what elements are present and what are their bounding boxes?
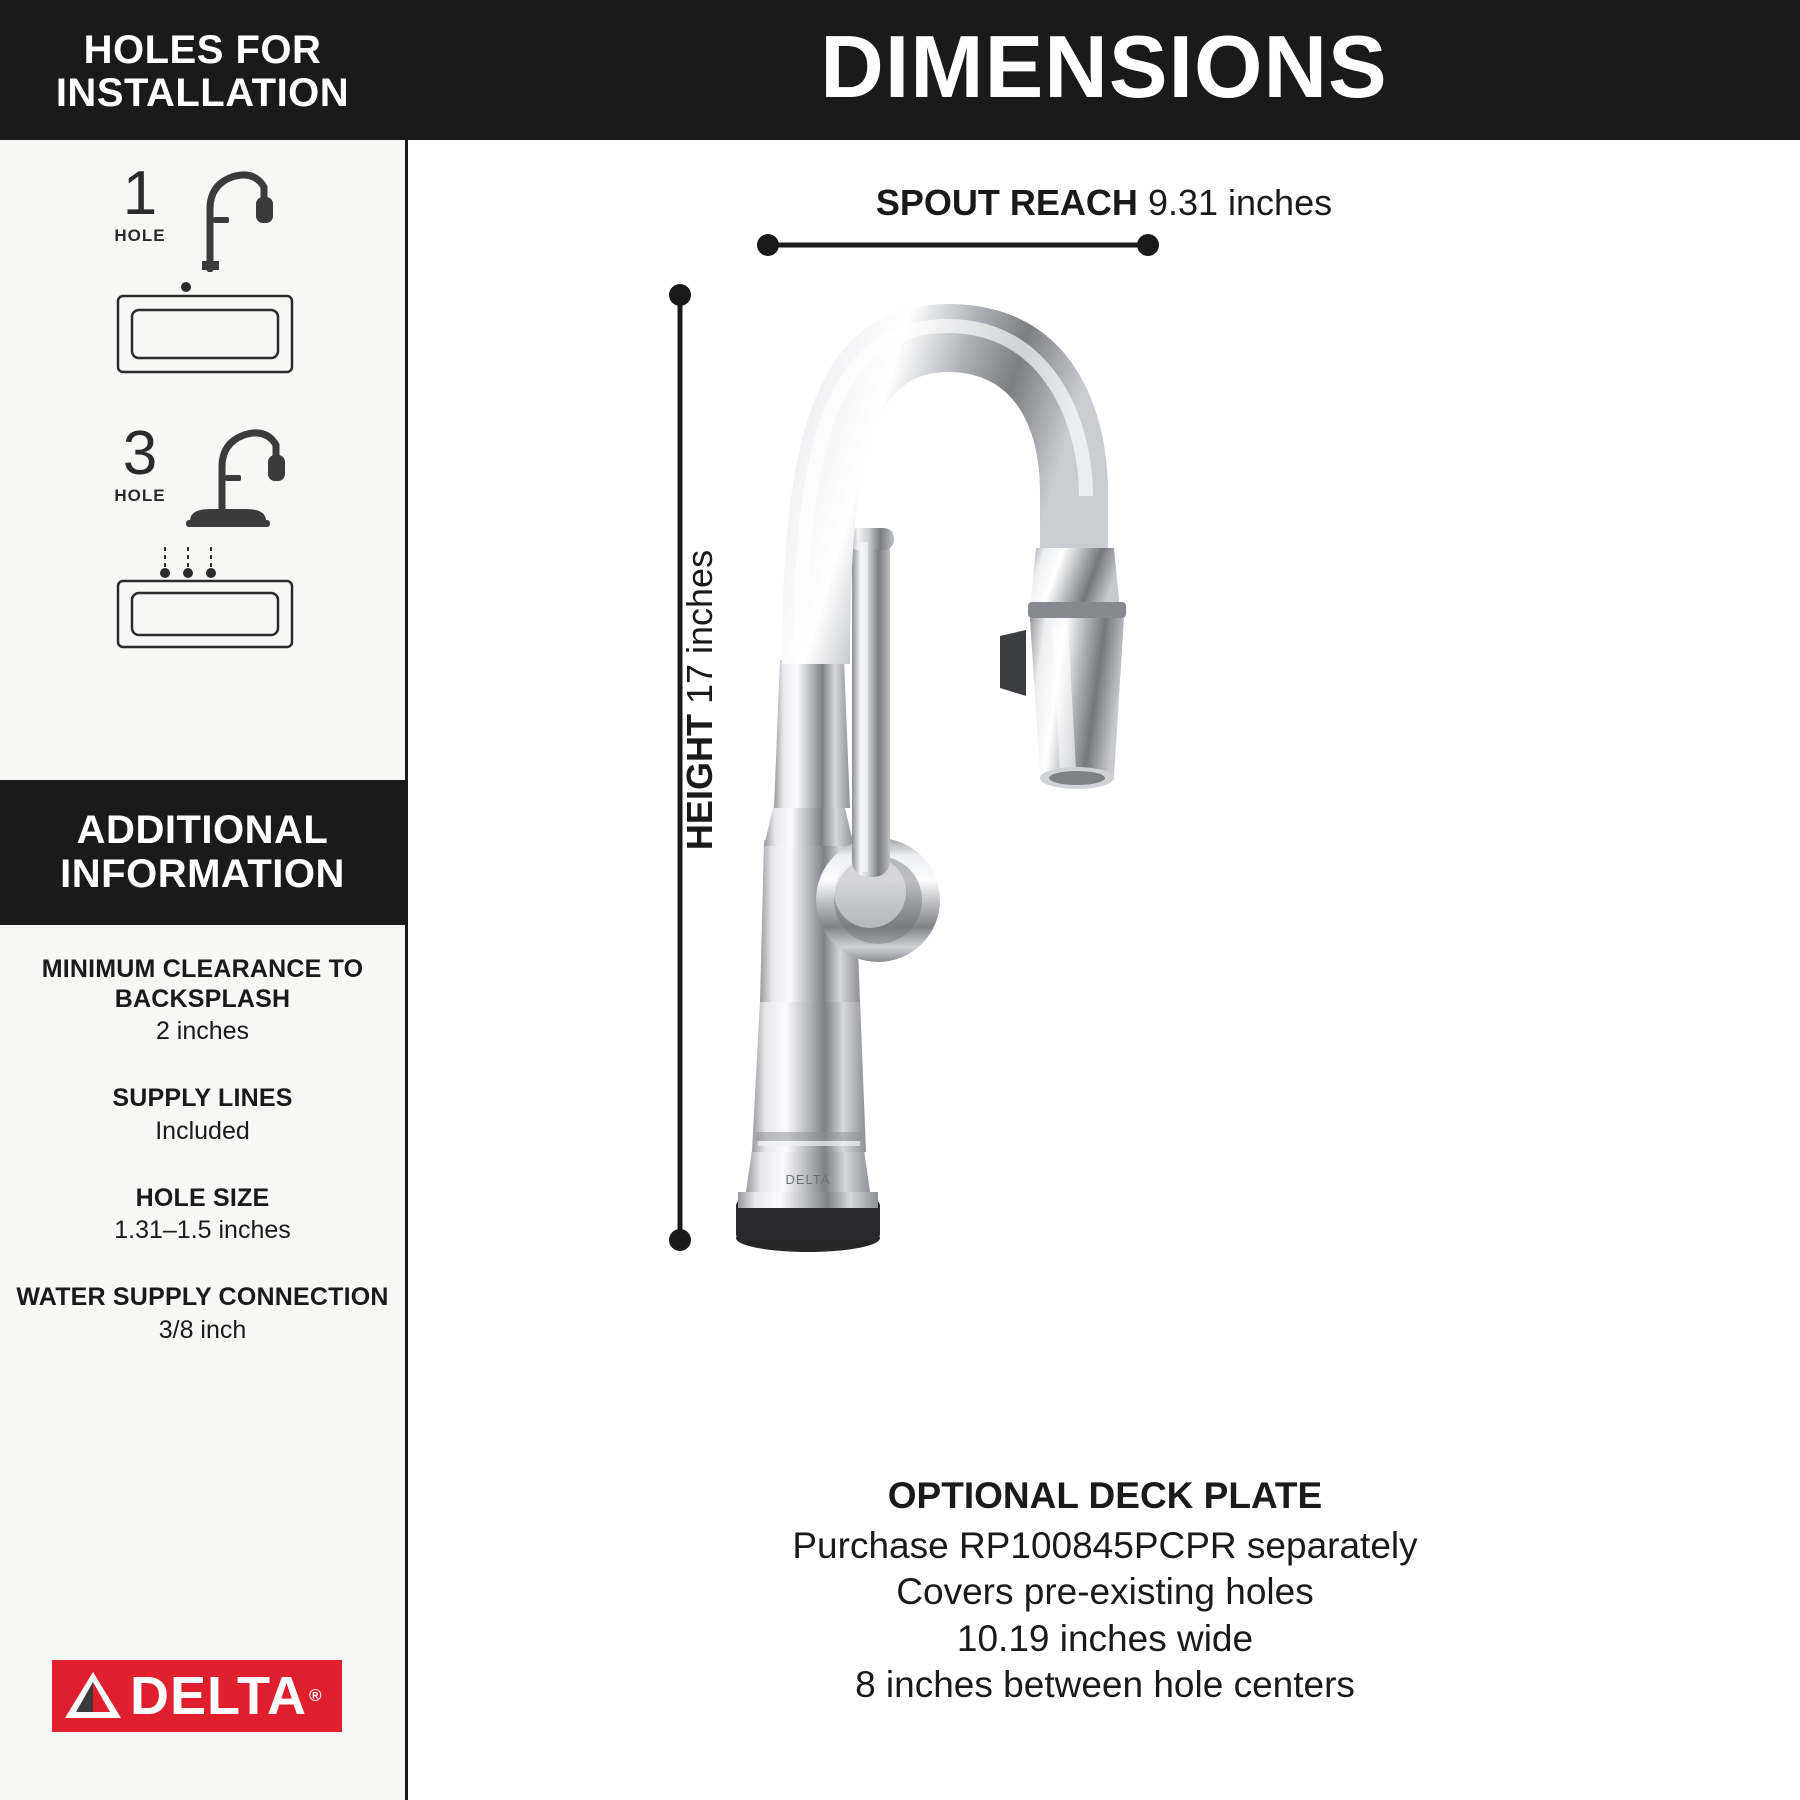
deck-plate-line-4: 8 inches between hole centers: [855, 1663, 1355, 1705]
holes-for-installation-header: [0, 0, 405, 140]
spout-reach-measure-line: [757, 234, 1159, 256]
faucet-dimension-drawing: [408, 140, 1800, 1470]
faucet-brand-mark: DELTA: [785, 1172, 831, 1187]
height-title: HEIGHT: [679, 714, 720, 851]
info-title: MINIMUM CLEARANCE TO BACKSPLASH: [41, 955, 364, 1013]
faucet-handle-lever: [848, 528, 894, 877]
sink-diagram-1hole: [115, 280, 295, 375]
deck-plate-line-1: Purchase RP100845PCPR separately: [792, 1525, 1418, 1566]
hole-count-number: 3: [122, 419, 158, 488]
delta-triangle-icon: [62, 1668, 124, 1724]
registered-mark: ®: [308, 1686, 322, 1705]
info-item-hole-size: [0, 1184, 405, 1246]
additional-information-header: [0, 780, 405, 925]
delta-wordmark: DELTA: [130, 1666, 307, 1726]
spray-toggle-button: [1000, 630, 1026, 696]
info-item-supply-lines: [0, 1084, 405, 1146]
info-value: 2 inches: [155, 1017, 250, 1045]
delta-logo: [52, 1660, 342, 1732]
optional-deck-plate-info: [420, 1475, 1790, 1708]
hole-count-number: 1: [122, 159, 158, 228]
hole-count-label: HOLE: [114, 225, 166, 245]
holes-header-label: HOLES FOR INSTALLATION: [55, 27, 350, 115]
hole-count-3: [105, 419, 175, 506]
info-title: SUPPLY LINES: [112, 1084, 293, 1112]
sink-diagram-3hole: [115, 545, 305, 650]
faucet-icon-3hole: [180, 417, 310, 542]
spout-reach-value: 9.31 inches: [1147, 182, 1333, 223]
spout-reach-title: SPOUT REACH: [875, 182, 1138, 223]
faucet-icon-1hole: [180, 157, 290, 272]
faucet-sprayer-head: [1000, 548, 1126, 789]
faucet-body-shoulder: [764, 804, 854, 846]
height-value: 17 inches: [679, 549, 720, 705]
dimensions-header: [408, 0, 1800, 140]
info-title: HOLE SIZE: [135, 1183, 270, 1212]
height-measure-line: [669, 284, 691, 1251]
faucet-illustration: [736, 304, 1126, 1252]
faucet-neck: [774, 660, 850, 808]
sidebar: [0, 0, 408, 1800]
info-value: 1.31–1.5 inches: [114, 1216, 291, 1244]
info-item-water-supply-connection: [0, 1283, 405, 1345]
deck-plate-line-2: Covers pre-existing holes: [896, 1571, 1314, 1613]
deck-plate-line-3: 10.19 inches wide: [956, 1617, 1254, 1659]
info-title: WATER SUPPLY CONNECTION: [16, 1283, 389, 1311]
additional-header-label: ADDITIONAL INFORMATION: [60, 808, 345, 896]
info-value: 3/8 inch: [158, 1315, 247, 1344]
page-title: DIMENSIONS: [820, 17, 1388, 116]
faucet-lower-column: [752, 1000, 866, 1152]
hole-count-1: [105, 159, 175, 246]
additional-information-list: [0, 955, 405, 1383]
info-item-minimum-clearance: [0, 955, 405, 1046]
info-value: Included: [155, 1116, 250, 1145]
hole-count-label: HOLE: [114, 485, 166, 505]
deck-plate-title: OPTIONAL DECK PLATE: [887, 1475, 1323, 1516]
